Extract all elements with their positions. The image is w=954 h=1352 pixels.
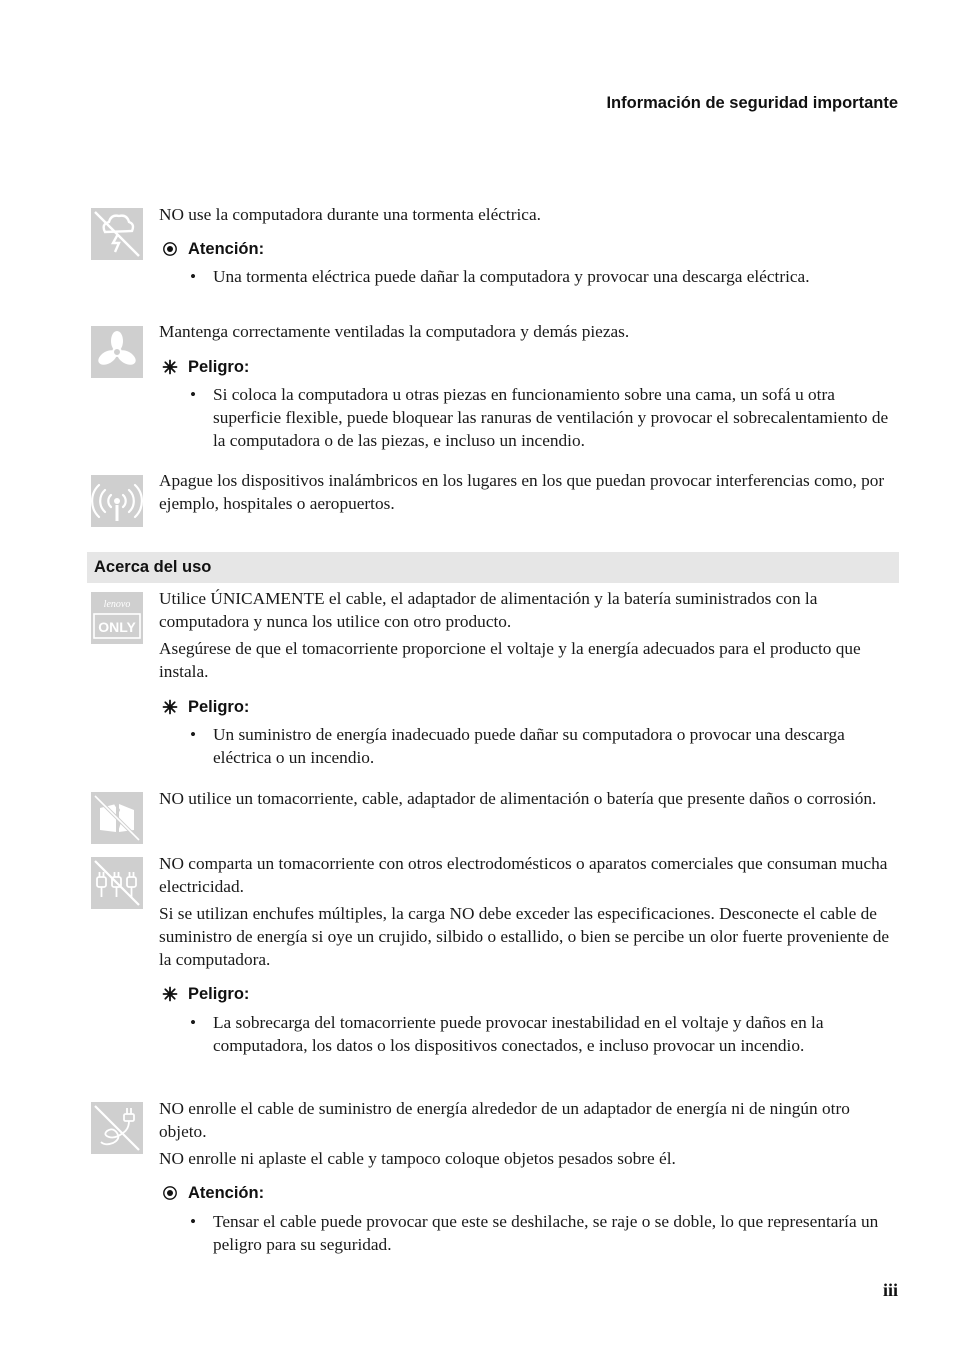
danger-icon bbox=[162, 986, 178, 1002]
attention-label bbox=[162, 1183, 264, 1203]
lenovo-only-text-1: Utilice ÚNICAMENTE el cable, el adaptador de alimentación y la batería suministrados con la computadora y nunca los utilice con otro producto. bbox=[159, 589, 818, 631]
page-header-title: Información de seguridad importante bbox=[606, 94, 898, 112]
ventilation-bullet-text: Si coloca la computadora u otras piezas en funcionamiento sobre una cama, un sofá u otra superficie flexible, puede bloquear las ranuras de ventilación y provocar el sobrecalentamiento de la computadora o de las piezas, e incluso un incendio. bbox=[213, 385, 889, 450]
bullet-dot: • bbox=[190, 725, 197, 744]
lenovo-only-icon bbox=[91, 592, 143, 644]
damaged-outlet-icon bbox=[91, 792, 143, 844]
coiled-cable-icon bbox=[91, 1102, 143, 1154]
danger-label bbox=[162, 697, 249, 717]
lenovo-only-text-2: Asegúrese de que el tomacorriente proporcione el voltaje y la energía adecuados para el producto que instala. bbox=[159, 639, 861, 681]
lenovo-brand-text: lenovo bbox=[103, 599, 131, 610]
overload-bullet bbox=[190, 1011, 895, 1057]
danger-label-text: Peligro: bbox=[188, 985, 250, 1003]
attention-icon bbox=[162, 1185, 178, 1201]
attention-label bbox=[162, 239, 264, 259]
ventilation-bullet bbox=[190, 383, 895, 452]
danger-icon bbox=[162, 359, 178, 375]
storm-warning-text: NO use la computadora durante una tormenta eléctrica. bbox=[159, 205, 541, 224]
multiple-plugs-icon bbox=[91, 857, 143, 909]
bullet-dot: • bbox=[190, 267, 197, 286]
bullet-dot: • bbox=[190, 385, 197, 404]
storm-bullet-text: Una tormenta eléctrica puede dañar la computadora y provocar una descarga eléctrica. bbox=[213, 267, 810, 286]
attention-icon bbox=[162, 241, 178, 257]
fan-ventilation-icon bbox=[91, 326, 143, 378]
lightning-storm-icon bbox=[91, 208, 143, 260]
storm-bullet bbox=[190, 265, 895, 288]
power-supply-bullet bbox=[190, 723, 895, 769]
only-text: ONLY bbox=[98, 619, 136, 635]
coiled-cable-text-2: NO enrolle ni aplaste el cable y tampoco coloque objetos pesados sobre él. bbox=[159, 1149, 676, 1168]
shared-outlet-text-2: Si se utilizan enchufes múltiples, la carga NO debe exceder las especificaciones. Desconecte el cable de suministro de energía si oye un crujido, silbido o estallido, o bien se percibe un olor fuerte proveniente de la computadora. bbox=[159, 904, 890, 969]
danger-label-text: Peligro: bbox=[188, 358, 250, 376]
danger-icon bbox=[162, 699, 178, 715]
cable-tension-bullet bbox=[190, 1210, 895, 1256]
shared-outlet-text-1: NO comparta un tomacorriente con otros electrodomésticos o aparatos comerciales que consuman mucha electricidad. bbox=[159, 854, 888, 896]
power-supply-bullet-text: Un suministro de energía inadecuado puede dañar su computadora o provocar una descarga eléctrica o un incendio. bbox=[213, 725, 845, 767]
section-heading-bar bbox=[87, 552, 899, 583]
danger-label bbox=[162, 984, 249, 1004]
wireless-signal-icon bbox=[91, 475, 143, 527]
page-number: iii bbox=[882, 1280, 898, 1300]
wireless-text: Apague los dispositivos inalámbricos en los lugares en los que puedan provocar interferencias como, por ejemplo, hospitales o aeropuertos. bbox=[159, 471, 885, 513]
ventilation-text: Mantenga correctamente ventiladas la computadora y demás piezas. bbox=[159, 322, 630, 341]
coiled-cable-text-1: NO enrolle el cable de suministro de energía alrededor de un adaptador de energía ni de ningún otro objeto. bbox=[159, 1099, 850, 1141]
cable-tension-bullet-text: Tensar el cable puede provocar que este se deshilache, se raje o se doble, lo que representaría un peligro para su seguridad. bbox=[213, 1212, 879, 1254]
danger-label-text: Peligro: bbox=[188, 698, 250, 716]
overload-bullet-text: La sobrecarga del tomacorriente puede provocar inestabilidad en el voltaje y daños en la computadora, los datos o los dispositivos conectados, e incluso provocar un incendio. bbox=[213, 1013, 824, 1055]
section-heading-title: Acerca del uso bbox=[94, 558, 212, 576]
attention-label-text: Atención: bbox=[188, 1184, 265, 1202]
danger-label bbox=[162, 357, 249, 377]
damaged-text: NO utilice un tomacorriente, cable, adaptador de alimentación o batería que presente daños o corrosión. bbox=[159, 789, 877, 808]
bullet-dot: • bbox=[190, 1013, 197, 1032]
attention-label-text: Atención: bbox=[188, 240, 265, 258]
bullet-dot: • bbox=[190, 1212, 197, 1231]
